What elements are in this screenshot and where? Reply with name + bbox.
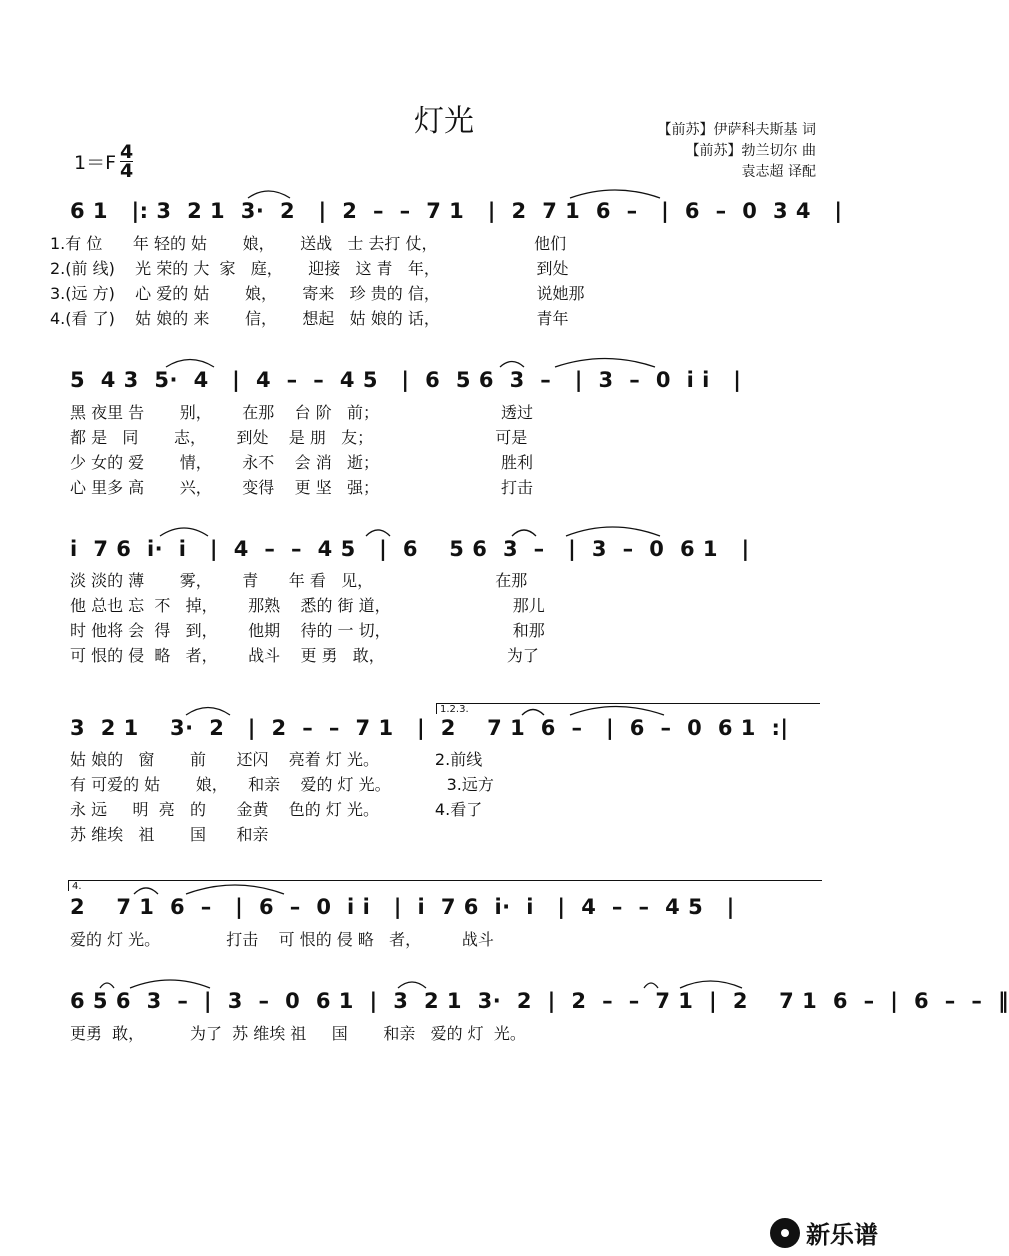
time-numerator: 4 bbox=[120, 141, 134, 163]
tie-arc bbox=[566, 527, 660, 536]
system-4-notes: 3 2 1 3· 2 | 2 – – 7 1 | 2 7 1 6 – | 6 – 0 6 1 :| bbox=[70, 716, 789, 740]
tie-arc bbox=[644, 983, 658, 988]
lyricist-credit: 【前苏】伊萨科夫斯基 词 bbox=[657, 122, 816, 138]
system-4-verse-3: 永 远 明 亮 的 金黄 色的 灯 光。 4.看了 bbox=[70, 800, 483, 819]
tie-arc bbox=[570, 190, 660, 198]
tie-arc bbox=[500, 362, 524, 368]
composer-credit: 【前苏】勃兰切尔 曲 bbox=[685, 143, 816, 159]
system-3-verse-3: 时 他将 会 得 到， 他期 待的 一 切， 和那 bbox=[70, 621, 545, 640]
tie-arc bbox=[186, 885, 284, 894]
record-icon bbox=[770, 1218, 800, 1248]
site-logo bbox=[770, 1215, 878, 1250]
tie-arc bbox=[130, 980, 210, 988]
tie-arc bbox=[398, 982, 426, 988]
system-3-notes: i 7 6 i· i | 4 – – 4 5 | 6 5 6 3 – | 3 – 0 6 1 | bbox=[70, 537, 750, 561]
system-1-notes: 6 1 |: 3 2 1 3· 2 | 2 – – 7 1 | 2 7 1 6 – | 6 – 0 3 4 | bbox=[70, 199, 843, 223]
system-1-verse-3: 3.(远 方) 心 爱的 姑 娘， 寄来 珍 贵的 信， 说她那 bbox=[50, 284, 585, 303]
tie-arc bbox=[555, 359, 655, 368]
system-2-verse-2: 都 是 同 志， 到处 是 朋 友； 可是 bbox=[70, 428, 528, 447]
page-title: 灯光 bbox=[414, 104, 474, 139]
system-2-notes: 5 4 3 5· 4 | 4 – – 4 5 | 6 5 6 3 – | 3 – 0 i i | bbox=[70, 368, 742, 392]
tie-arc bbox=[160, 528, 208, 536]
tie-arc bbox=[570, 707, 664, 716]
volta-4: 4. bbox=[68, 880, 822, 891]
time-denominator: 4 bbox=[120, 160, 134, 182]
tie-arc bbox=[522, 710, 544, 716]
system-6-verse: 更勇 敢， 为了 苏 维埃 祖 国 和亲 爱的 灯 光。 bbox=[70, 1024, 526, 1043]
system-4-verse-1: 姑 娘的 窗 前 还闪 亮着 灯 光。 2.前线 bbox=[70, 750, 483, 769]
key-label: 1＝F bbox=[74, 152, 117, 174]
system-5-verse: 爱的 灯 光。 打击 可 恨的 侵 略 者， 战斗 bbox=[70, 930, 494, 949]
tie-arc bbox=[680, 981, 742, 988]
arranger-credit: 袁志超 译配 bbox=[741, 164, 816, 180]
tie-arc bbox=[100, 983, 114, 988]
system-2-verse-3: 少 女的 爱 情， 永不 会 消 逝； 胜利 bbox=[70, 453, 534, 472]
system-2-verse-1: 黑 夜里 告 别， 在那 台 阶 前； 透过 bbox=[70, 403, 534, 422]
system-1-verse-4: 4.(看 了) 姑 娘的 来 信， 想起 姑 娘的 话， 青年 bbox=[50, 309, 569, 328]
tie-arc bbox=[186, 708, 230, 716]
system-4-verse-2: 有 可爱的 姑 娘， 和亲 爱的 灯 光。 3.远方 bbox=[70, 775, 494, 794]
system-3-verse-2: 他 总也 忘 不 掉， 那熟 悉的 街 道， 那儿 bbox=[70, 596, 545, 615]
system-5-notes: 2 7 1 6 – | 6 – 0 i i | i 7 6 i· i | 4 – – 4 5 | bbox=[70, 895, 735, 919]
system-3-verse-4: 可 恨的 侵 略 者， 战斗 更 勇 敢， 为了 bbox=[70, 646, 539, 665]
system-1-verse-1: 1.有 位 年 轻的 姑 娘， 送战 士 去打 仗， 他们 bbox=[50, 234, 567, 253]
tie-arc bbox=[134, 888, 158, 894]
system-2-verse-4: 心 里多 高 兴， 变得 更 坚 强； 打击 bbox=[70, 478, 534, 497]
system-6-notes: 6 5 6 3 – | 3 – 0 6 1 | 3 2 1 3· 2 | 2 – – 7 1 | 2 7 1 6 – | 6 – – ‖ bbox=[70, 989, 1009, 1013]
system-1-verse-2: 2.(前 线) 光 荣的 大 家 庭， 迎接 这 青 年， 到处 bbox=[50, 259, 569, 278]
system-3-verse-1: 淡 淡的 薄 雾， 青 年 看 见， 在那 bbox=[70, 571, 528, 590]
logo-text: 新乐谱 bbox=[806, 1221, 878, 1249]
volta-1-2-3: 1.2.3. bbox=[436, 703, 820, 714]
tie-arc bbox=[512, 530, 536, 536]
tie-arc bbox=[366, 530, 390, 536]
system-4-verse-4: 苏 维埃 祖 国 和亲 bbox=[70, 825, 269, 844]
tie-arc bbox=[248, 191, 290, 198]
tie-arc bbox=[166, 360, 214, 368]
